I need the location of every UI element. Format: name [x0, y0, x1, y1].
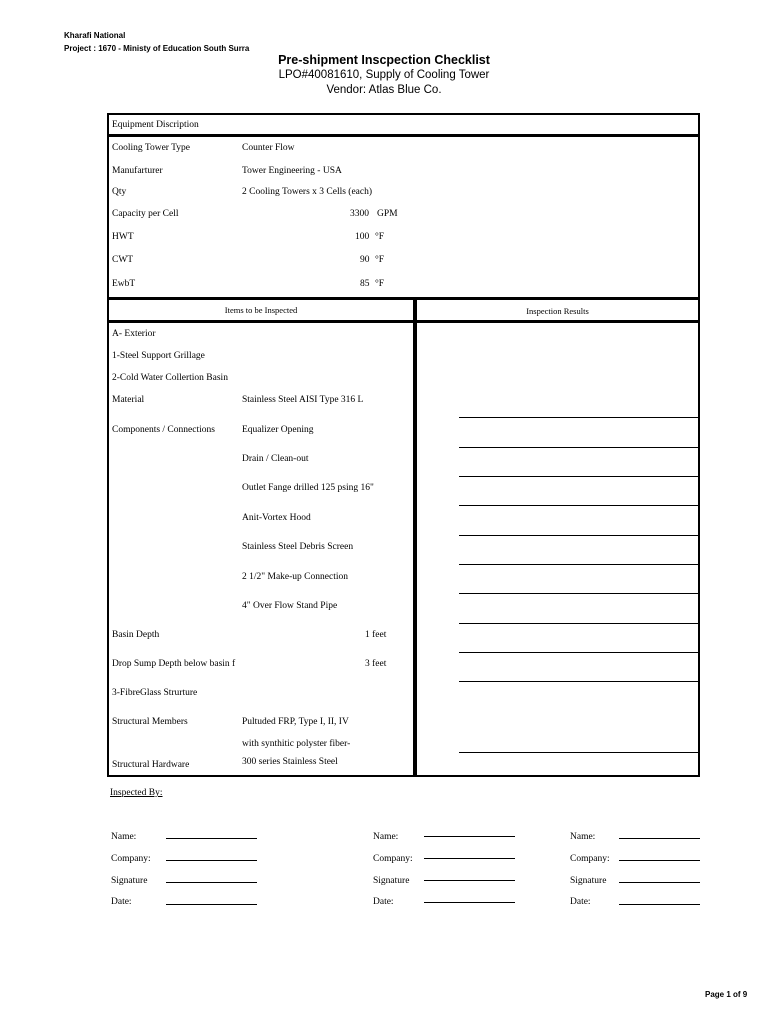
date-field[interactable] [619, 904, 700, 905]
result-line[interactable] [459, 623, 698, 624]
company-name: Kharafi National [64, 31, 126, 40]
result-line[interactable] [459, 681, 698, 682]
equipment-heading-box [107, 113, 700, 136]
equipment-value: Counter Flow [242, 143, 295, 153]
material-value: Stainless Steel AISI Type 316 L [242, 395, 364, 405]
equipment-value: 100 [355, 232, 370, 242]
equipment-unit: °F [375, 232, 385, 242]
result-line[interactable] [459, 652, 698, 653]
name-label: Name: [111, 832, 137, 842]
name-field[interactable] [424, 836, 515, 837]
signature-field[interactable] [619, 882, 700, 883]
result-line[interactable] [459, 447, 698, 448]
equipment-box [107, 135, 700, 299]
structural-members-label: Structural Members [112, 717, 188, 727]
component-item: Drain / Clean-out [242, 454, 309, 464]
component-item: Anit-Vortex Hood [242, 513, 311, 523]
date-label: Date: [111, 897, 132, 907]
equipment-unit: °F [375, 279, 385, 289]
structural-members-value: Pultuded FRP, Type I, II, IV [242, 717, 349, 727]
result-line[interactable] [459, 593, 698, 594]
equipment-value: 2 Cooling Towers x 3 Cells (each) [242, 187, 373, 197]
results-header-box [415, 298, 700, 322]
equipment-label: Cooling Tower Type [112, 143, 191, 153]
company-field[interactable] [166, 860, 257, 861]
signature-label: Signature [373, 876, 410, 886]
equipment-label: EwbT [112, 279, 136, 289]
section-a-label: A- Exterior [112, 329, 156, 339]
result-line[interactable] [459, 505, 698, 506]
equipment-unit: GPM [377, 209, 398, 219]
company-label: Company: [570, 854, 610, 864]
equipment-label: CWT [112, 255, 134, 265]
company-field[interactable] [424, 858, 515, 859]
equipment-value: Tower Engineering - USA [242, 166, 342, 176]
result-line[interactable] [459, 752, 698, 753]
items-header-box [107, 298, 415, 322]
result-line[interactable] [459, 476, 698, 477]
item-cold-water-basin: 2-Cold Water Collertion Basin [112, 373, 228, 383]
component-item: Stainless Steel Debris Screen [242, 542, 354, 552]
date-field[interactable] [166, 904, 257, 905]
structural-hardware-label: Structural Hardware [112, 760, 190, 770]
vendor-line: Vendor: Atlas Blue Co. [326, 84, 442, 96]
sump-depth-value: 3 feet [365, 659, 387, 669]
lpo-line: LPO#40081610, Supply of Cooling Tower [278, 69, 490, 81]
date-label: Date: [373, 897, 394, 907]
name-field[interactable] [619, 838, 700, 839]
signature-field[interactable] [166, 882, 257, 883]
company-field[interactable] [619, 860, 700, 861]
name-field[interactable] [166, 838, 257, 839]
equipment-label: Manufarturer [112, 166, 163, 176]
items-box [107, 321, 415, 777]
component-item: Outlet Fange drilled 125 psing 16" [242, 483, 374, 493]
result-line[interactable] [459, 535, 698, 536]
page-title: Pre-shipment Inscpection Checklist [278, 53, 490, 67]
equipment-label: HWT [112, 232, 134, 242]
result-line[interactable] [459, 417, 698, 418]
sump-depth-label: Drop Sump Depth below basin f [112, 659, 236, 669]
page-number: Page 1 of 9 [705, 990, 748, 999]
equipment-value: 90 [360, 255, 370, 265]
item-fibreglass: 3-FibreGlass Strurture [112, 688, 198, 698]
name-label: Name: [373, 832, 399, 842]
components-label: Components / Connections [112, 425, 215, 435]
equipment-value: 85 [360, 279, 370, 289]
signature-field[interactable] [424, 880, 515, 881]
signature-label: Signature [111, 876, 148, 886]
structural-hardware-value: 300 series Stainless Steel [242, 757, 338, 767]
basin-depth-value: 1 feet [365, 630, 387, 640]
material-label: Material [112, 395, 145, 405]
result-line[interactable] [459, 564, 698, 565]
company-label: Company: [111, 854, 151, 864]
signature-label: Signature [570, 876, 607, 886]
results-column-header: Inspection Results [526, 306, 589, 316]
basin-depth-label: Basin Depth [112, 630, 160, 640]
equipment-heading: Equipment Discription [112, 120, 199, 130]
equipment-label: Capacity per Cell [112, 209, 179, 219]
date-label: Date: [570, 897, 591, 907]
inspected-by-heading: Inspected By: [110, 788, 163, 798]
company-label: Company: [373, 854, 413, 864]
component-item: 2 1/2" Make-up Connection [242, 572, 348, 582]
date-field[interactable] [424, 902, 515, 903]
component-item: 4" Over Flow Stand Pipe [242, 601, 338, 611]
name-label: Name: [570, 832, 596, 842]
component-item: Equalizer Opening [242, 425, 314, 435]
item-steel-support: 1-Steel Support Grillage [112, 351, 205, 361]
items-column-header: Items to be Inspected [224, 305, 298, 315]
results-box [415, 321, 700, 777]
equipment-value: 3300 [350, 209, 369, 219]
equipment-label: Qty [112, 187, 127, 197]
structural-members-value-2: with synthitic polyster fiber- [242, 739, 351, 749]
equipment-unit: °F [375, 255, 385, 265]
project-line: Project : 1670 - Ministy of Education South Surra [64, 44, 250, 53]
